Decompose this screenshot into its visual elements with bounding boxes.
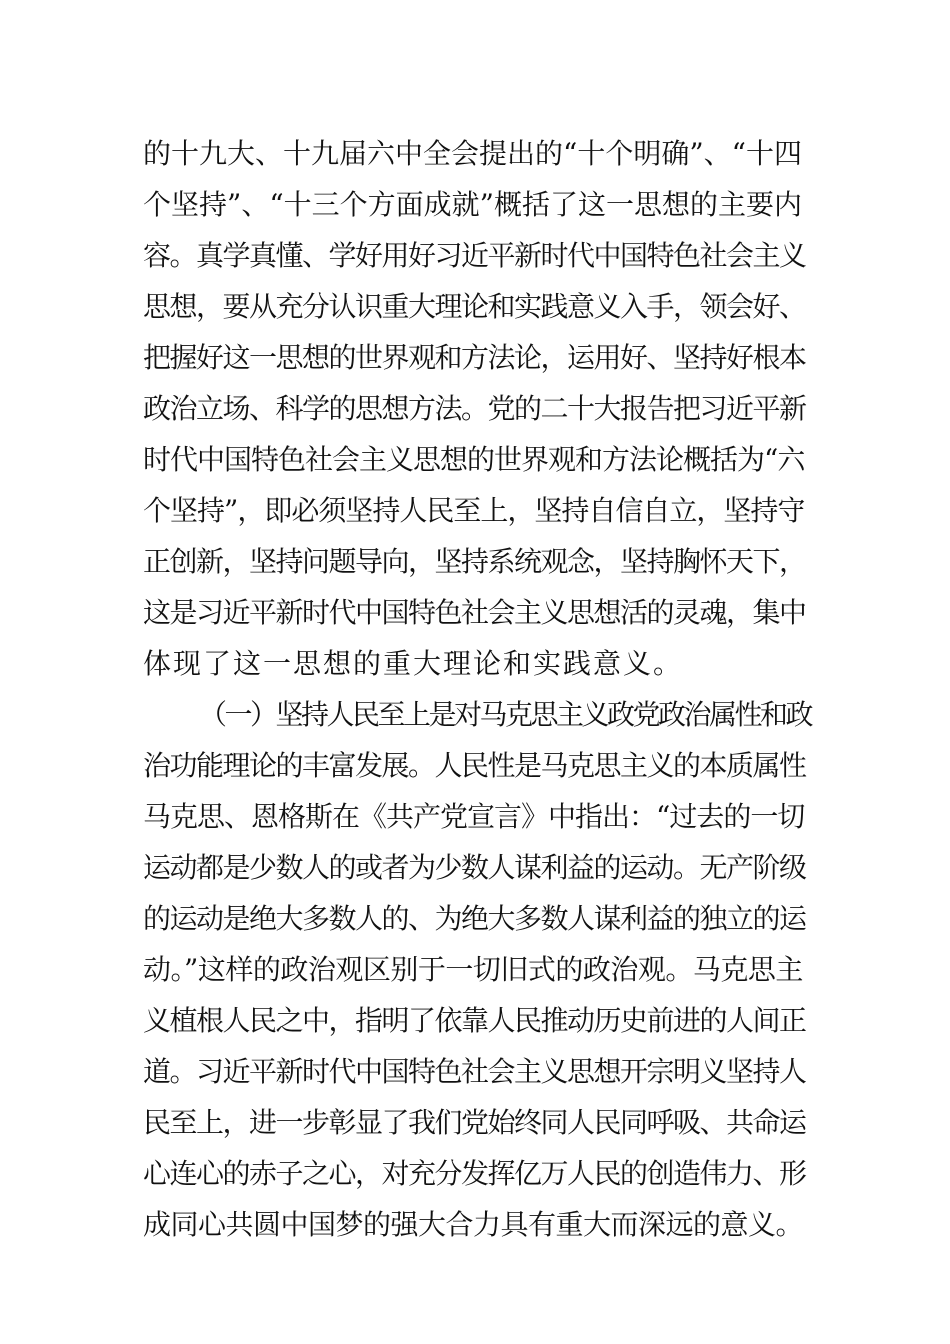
text-line: 治功能理论的丰富发展。人民性是马克思主义的本质属性 bbox=[143, 749, 806, 782]
text-line: 马克思、恩格斯在《共产党宣言》中指出：“过去的一切 bbox=[143, 800, 805, 833]
text-line: 把握好这一思想的世界观和方法论，运用好、坚持好根本 bbox=[143, 341, 806, 374]
text-line: 民至上，进一步彰显了我们党始终同人民同呼吸、共命运 bbox=[143, 1106, 806, 1139]
text-line: 这是习近平新时代中国特色社会主义思想活的灵魂，集中 bbox=[143, 596, 806, 629]
text-line: 心连心的赤子之心，对充分发挥亿万人民的创造伟力、形 bbox=[143, 1157, 806, 1190]
text-line: 体现了这一思想的重大理论和实践意义。 bbox=[143, 647, 684, 680]
text-line: 容。真学真懂、学好用好习近平新时代中国特色社会主义 bbox=[143, 239, 806, 272]
body-text bbox=[143, 128, 813, 1250]
text-line: 运动都是少数人的或者为少数人谋利益的运动。无产阶级 bbox=[143, 851, 806, 884]
text-line: 个坚持”、“十三个方面成就”概括了这一思想的主要内 bbox=[143, 188, 802, 221]
text-line: 的十九大、十九届六中全会提出的“十个明确”、“十四 bbox=[143, 137, 802, 170]
text-line: 个坚持”，即必须坚持人民至上，坚持自信自立，坚持守 bbox=[143, 494, 805, 527]
text-line: 动。”这样的政治观区别于一切旧式的政治观。马克思主 bbox=[143, 953, 803, 986]
text-line: 义植根人民之中，指明了依靠人民推动历史前进的人间正 bbox=[143, 1004, 806, 1037]
text-line: 的运动是绝大多数人的、为绝大多数人谋利益的独立的运 bbox=[143, 902, 806, 935]
text-line: 思想，要从充分认识重大理论和实践意义入手，领会好、 bbox=[143, 290, 806, 323]
text-line: （一）坚持人民至上是对马克思主义政党政治属性和政 bbox=[199, 698, 812, 731]
text-line: 道。习近平新时代中国特色社会主义思想开宗明义坚持人 bbox=[143, 1055, 806, 1088]
text-line: 成同心共圆中国梦的强大合力具有重大而深远的意义。 bbox=[143, 1208, 804, 1241]
text-line: 正创新，坚持问题导向，坚持系统观念，坚持胸怀天下， bbox=[143, 545, 806, 578]
text-line: 政治立场、科学的思想方法。党的二十大报告把习近平新 bbox=[143, 392, 806, 425]
text-line: 时代中国特色社会主义思想的世界观和方法论概括为“六 bbox=[143, 443, 805, 476]
